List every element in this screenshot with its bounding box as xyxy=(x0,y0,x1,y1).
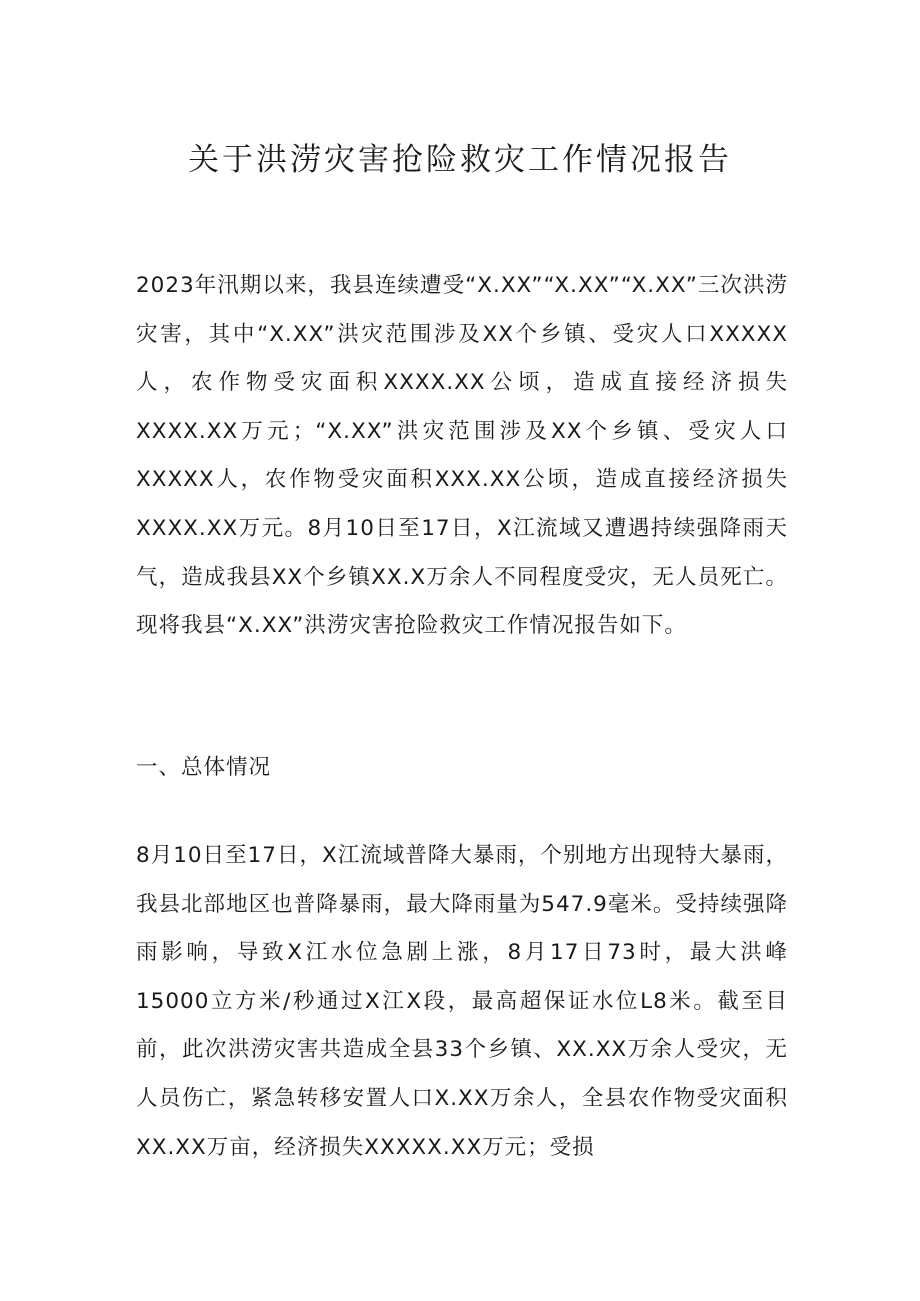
overview-paragraph: 8月10日至17日，X江流域普降大暴雨，个别地方出现特大暴雨，我县北部地区也普降暴雨，最大降雨量为547.9毫米。受持续强降雨影响，导致X江水位急剧上涨，8月17日73时，最大洪峰15000立方米/秒通过X江X段，最高超保证水位L8米。截至目前，此次洪涝灾害共造成全县33个乡镇、XX.XX万余人受灾，无人员伤亡，紧急转移安置人口X.XX万余人，全县农作物受灾面积XX.XX万亩，经济损失XXXXX.XX万元；受损 xyxy=(136,843,788,1160)
section-heading-overview: 一、总体情况 xyxy=(136,755,272,780)
intro-paragraph: 2023年汛期以来，我县连续遭受“X.XX”“X.XX”“X.XX”三次洪涝灾害，其中“X.XX”洪灾范围涉及XX个乡镇、受灾人口XXXXX人，农作物受灾面积XXXX.XX公顷，造成直接经济损失XXXX.XX万元；“X.XX”洪灾范围涉及XX个乡镇、受灾人口XXXXX人，农作物受灾面积XXX.XX公顷，造成直接经济损失XXXX.XX万元。8月10日至17日，X江流域又遭遇持续强降雨天气，造成我县XX个乡镇XX.X万余人不同程度受灾，无人员死亡。现将我县“X.XX”洪涝灾害抢险救灾工作情况报告如下。 xyxy=(136,273,788,639)
document-title: 关于洪涝灾害抢险救灾工作情况报告 xyxy=(188,142,732,178)
